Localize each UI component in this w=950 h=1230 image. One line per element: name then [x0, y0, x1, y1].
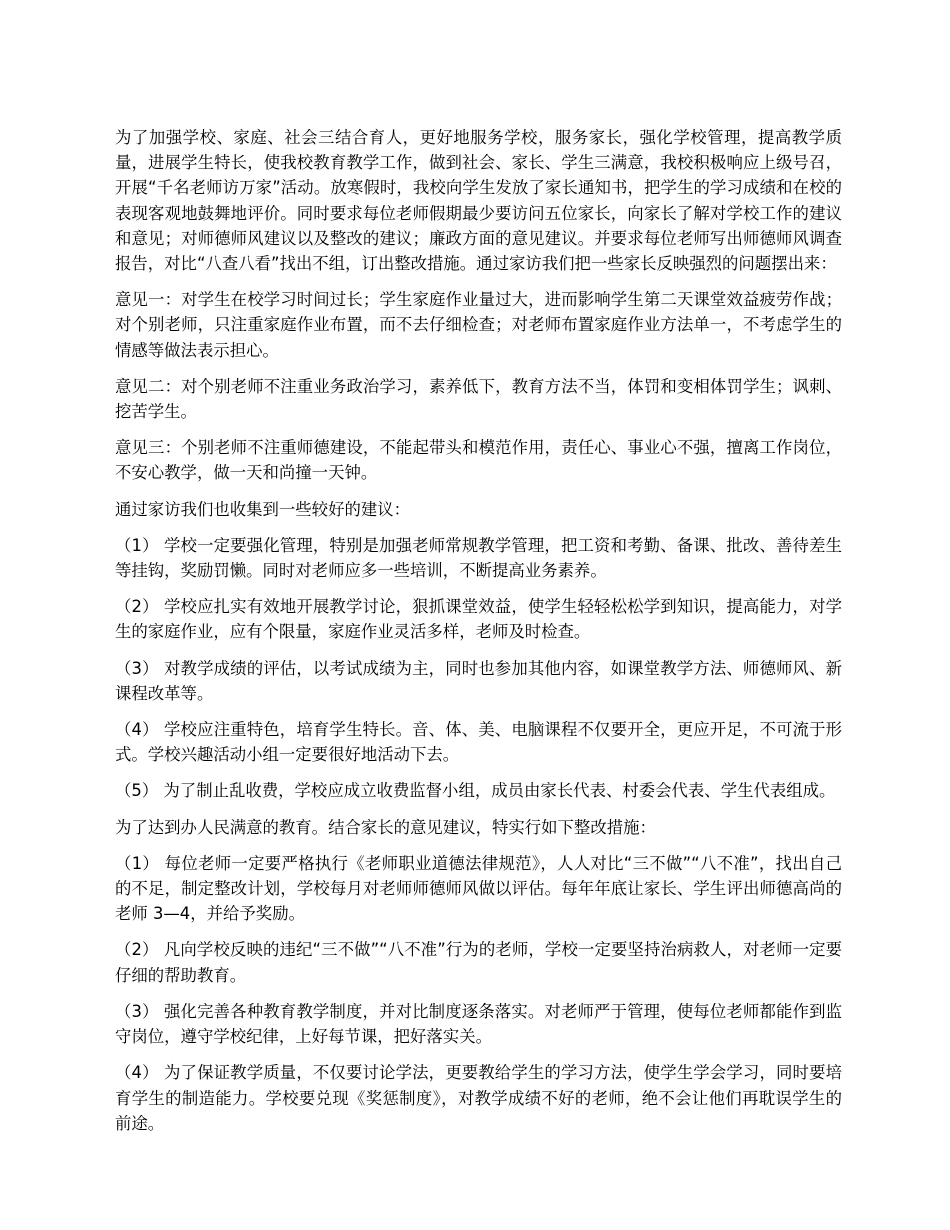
intro-paragraph: 为了加强学校、家庭、社会三结合育人，更好地服务学校，服务家长，强化学校管理，提高教学质量，进展学生特长，使我校教育教学工作，做到社会、家长、学生三满意，我校积极响应上级号召，开展“千名老师访万家”活动。放寒假时，我校向学生发放了家长通知书，把学生的学习成绩和在校的表现客观地鼓舞地评价。同时要求每位老师假期最少要访问五位家长，向家长了解对学校工作的建议和意见；对师德师风建议以及整改的建议；廉政方面的意见建议。并要求每位老师写出师德师风调查报告，对比“八查八看”找出不组，订出整改措施。通过家访我们把一些家长反映强烈的问题摆出来：	[115, 128, 842, 274]
measure-item-1: （1） 每位老师一定要严格执行《老师职业道德法律规范》，人人对比“三不做”“八不准”，找出自己的不足，制定整改计划，学校每月对老师师德师风做以评估。每年年底让家长、学生评出师德高尚的老师 3—4，并给予奖励。	[115, 853, 842, 924]
opinion-three-paragraph: 意见三：个别老师不注重师德建设，不能起带头和模范作用，责任心、事业心不强，擅离工作岗位，不安心教学，做一天和尚撞一天钟。	[115, 438, 842, 483]
suggestion-item-4: （4） 学校应注重特色，培育学生特长。音、体、美、电脑课程不仅要开全，更应开足，不可流于形式。学校兴趣活动小组一定要很好地活动下去。	[115, 720, 842, 765]
measure-item-3: （3） 强化完善各种教育教学制度，并对比制度逐条落实。对老师严于管理，使每位老师都能作到监守岗位，遵守学校纪律，上好每节课，把好落实关。	[115, 1001, 842, 1047]
measure-item-4: （4） 为了保证教学质量，不仅要讨论学法，更要教给学生的学习方法，使学生学会学习，同时要培育学生的制造能力。学校要兑现《奖惩制度》，对教学成绩不好的老师，绝不会让他们再耽误学生的前途。	[115, 1063, 842, 1133]
suggestions-heading-paragraph: 通过家访我们也收集到一些较好的建议：	[115, 499, 411, 519]
opinion-two-paragraph: 意见二：对个别老师不注重业务政治学习，素养低下，教育方法不当，体罚和变相体罚学生；讽刺、挖苦学生。	[115, 376, 842, 422]
document-body	[115, 125, 842, 1147]
measure-item-2: （2） 凡向学校反映的违纪“三不做”“八不准”行为的老师，学校一定要坚持治病救人，对老师一定要仔细的帮助教育。	[115, 940, 842, 985]
measures-heading-paragraph: 为了达到办人民满意的教育。结合家长的意见建议，特实行如下整改措施：	[115, 817, 656, 837]
opinion-one-paragraph: 意见一：对学生在校学习时间过长；学生家庭作业量过大，进而影响学生第二天课堂效益疲劳作战；对个别老师，只注重家庭作业布置，而不去仔细检查；对老师布置家庭作业方法单一，不考虑学生的情感等做法表示担心。	[115, 290, 842, 360]
suggestion-item-1: （1） 学校一定要强化管理，特别是加强老师常规教学管理，把工资和考勤、备课、批改、善待差生等挂钩，奖励罚懒。同时对老师应多一些培训，不断提高业务素养。	[115, 535, 842, 581]
suggestion-item-5: （5） 为了制止乱收费，学校应成立收费监督小组，成员由家长代表、村委会代表、学生代表组成。	[115, 781, 836, 801]
suggestion-item-2: （2） 学校应扎实有效地开展教学讨论，狠抓课堂效益，使学生轻轻松松学到知识，提高能力，对学生的家庭作业，应有个限量，家庭作业灵活多样，老师及时检查。	[115, 597, 842, 642]
suggestion-item-3: （3） 对教学成绩的评估，以考试成绩为主，同时也参加其他内容，如课堂教学方法、师德师风、新课程改革等。	[115, 658, 842, 703]
